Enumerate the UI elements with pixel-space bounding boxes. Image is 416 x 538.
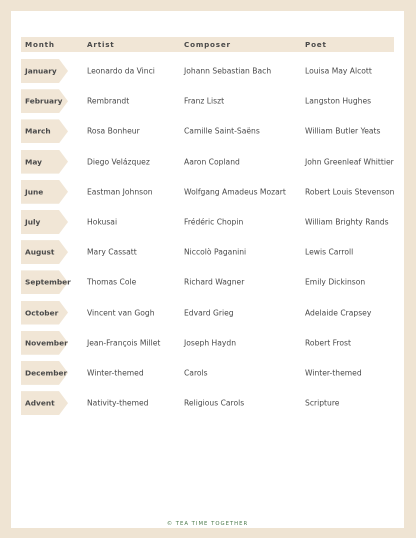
themes-table	[21, 37, 394, 421]
month-label: Advent	[25, 398, 55, 408]
composer-cell: Edvard Grieg	[184, 308, 234, 317]
header-poet: Poet	[305, 40, 327, 49]
table-body	[21, 59, 394, 415]
month-label: March	[25, 126, 51, 136]
poet-cell: Lewis Carroll	[305, 247, 354, 257]
composer-cell: Joseph Haydn	[184, 338, 237, 348]
month-label: May	[25, 157, 42, 167]
poet-cell: William Butler Yeats	[305, 126, 381, 136]
month-label: August	[25, 247, 55, 257]
artist-cell: Jean-François Millet	[87, 338, 161, 348]
month-label: December	[25, 368, 68, 378]
artist-cell: Leonardo da Vinci	[87, 66, 155, 76]
composer-cell: Carols	[184, 368, 208, 378]
artist-cell: Hokusai	[87, 217, 118, 227]
composer-cell: Johann Sebastian Bach	[184, 66, 272, 76]
artist-cell: Mary Cassatt	[87, 247, 137, 257]
poet-cell: Winter-themed	[305, 368, 362, 378]
footer-copyright: © TEA TIME TOGETHER	[166, 521, 249, 527]
artist-cell: Rosa Bonheur	[87, 126, 140, 136]
table-row	[21, 180, 394, 204]
table-row	[21, 150, 394, 174]
table-row	[21, 119, 394, 143]
table-row	[21, 240, 394, 264]
composer-cell: Religious Carols	[184, 398, 245, 408]
month-label: September	[25, 277, 71, 287]
month-label: July	[25, 217, 41, 227]
poet-cell: Louisa May Alcott	[305, 66, 372, 76]
composer-cell: Camille Saint-Saëns	[184, 126, 260, 136]
artist-cell: Thomas Cole	[87, 277, 137, 287]
header-month: Month	[25, 40, 55, 49]
poet-cell: William Brighty Rands	[305, 217, 389, 227]
month-label: February	[25, 96, 63, 106]
table-row	[21, 89, 394, 113]
month-label: June	[25, 187, 44, 197]
table-row	[21, 361, 394, 385]
poet-cell: Adelaide Crapsey	[305, 308, 372, 317]
page-sheet	[11, 11, 404, 528]
table-row	[21, 301, 394, 325]
header-composer: Composer	[184, 40, 231, 49]
table-row	[21, 391, 394, 415]
composer-cell: Niccolò Paganini	[184, 247, 247, 257]
artist-cell: Vincent van Gogh	[87, 308, 155, 317]
poet-cell: Scripture	[305, 398, 340, 408]
composer-cell: Richard Wagner	[184, 277, 245, 287]
poet-cell: Langston Hughes	[305, 96, 372, 106]
composer-cell: Wolfgang Amadeus Mozart	[184, 187, 286, 197]
month-label: October	[25, 308, 59, 317]
header-artist: Artist	[87, 40, 115, 49]
composer-cell: Aaron Copland	[184, 157, 240, 167]
poet-cell: Emily Dickinson	[305, 277, 366, 287]
artist-cell: Winter-themed	[87, 368, 144, 378]
month-label: January	[25, 66, 57, 76]
artist-cell: Nativity-themed	[87, 398, 149, 408]
table-row	[21, 210, 394, 234]
poet-cell: Robert Frost	[305, 338, 351, 348]
month-label: November	[25, 338, 68, 348]
table-row	[21, 331, 394, 355]
poet-cell: John Greenleaf Whittier	[305, 157, 394, 167]
table-row	[21, 59, 394, 83]
artist-cell: Eastman Johnson	[87, 187, 153, 197]
composer-cell: Frédéric Chopin	[184, 217, 244, 227]
poet-cell: Robert Louis Stevenson	[305, 187, 395, 197]
composer-cell: Franz Liszt	[184, 96, 225, 106]
table-header	[21, 37, 394, 52]
table-row	[21, 270, 394, 294]
artist-cell: Diego Velázquez	[87, 157, 150, 167]
artist-cell: Rembrandt	[87, 96, 130, 106]
